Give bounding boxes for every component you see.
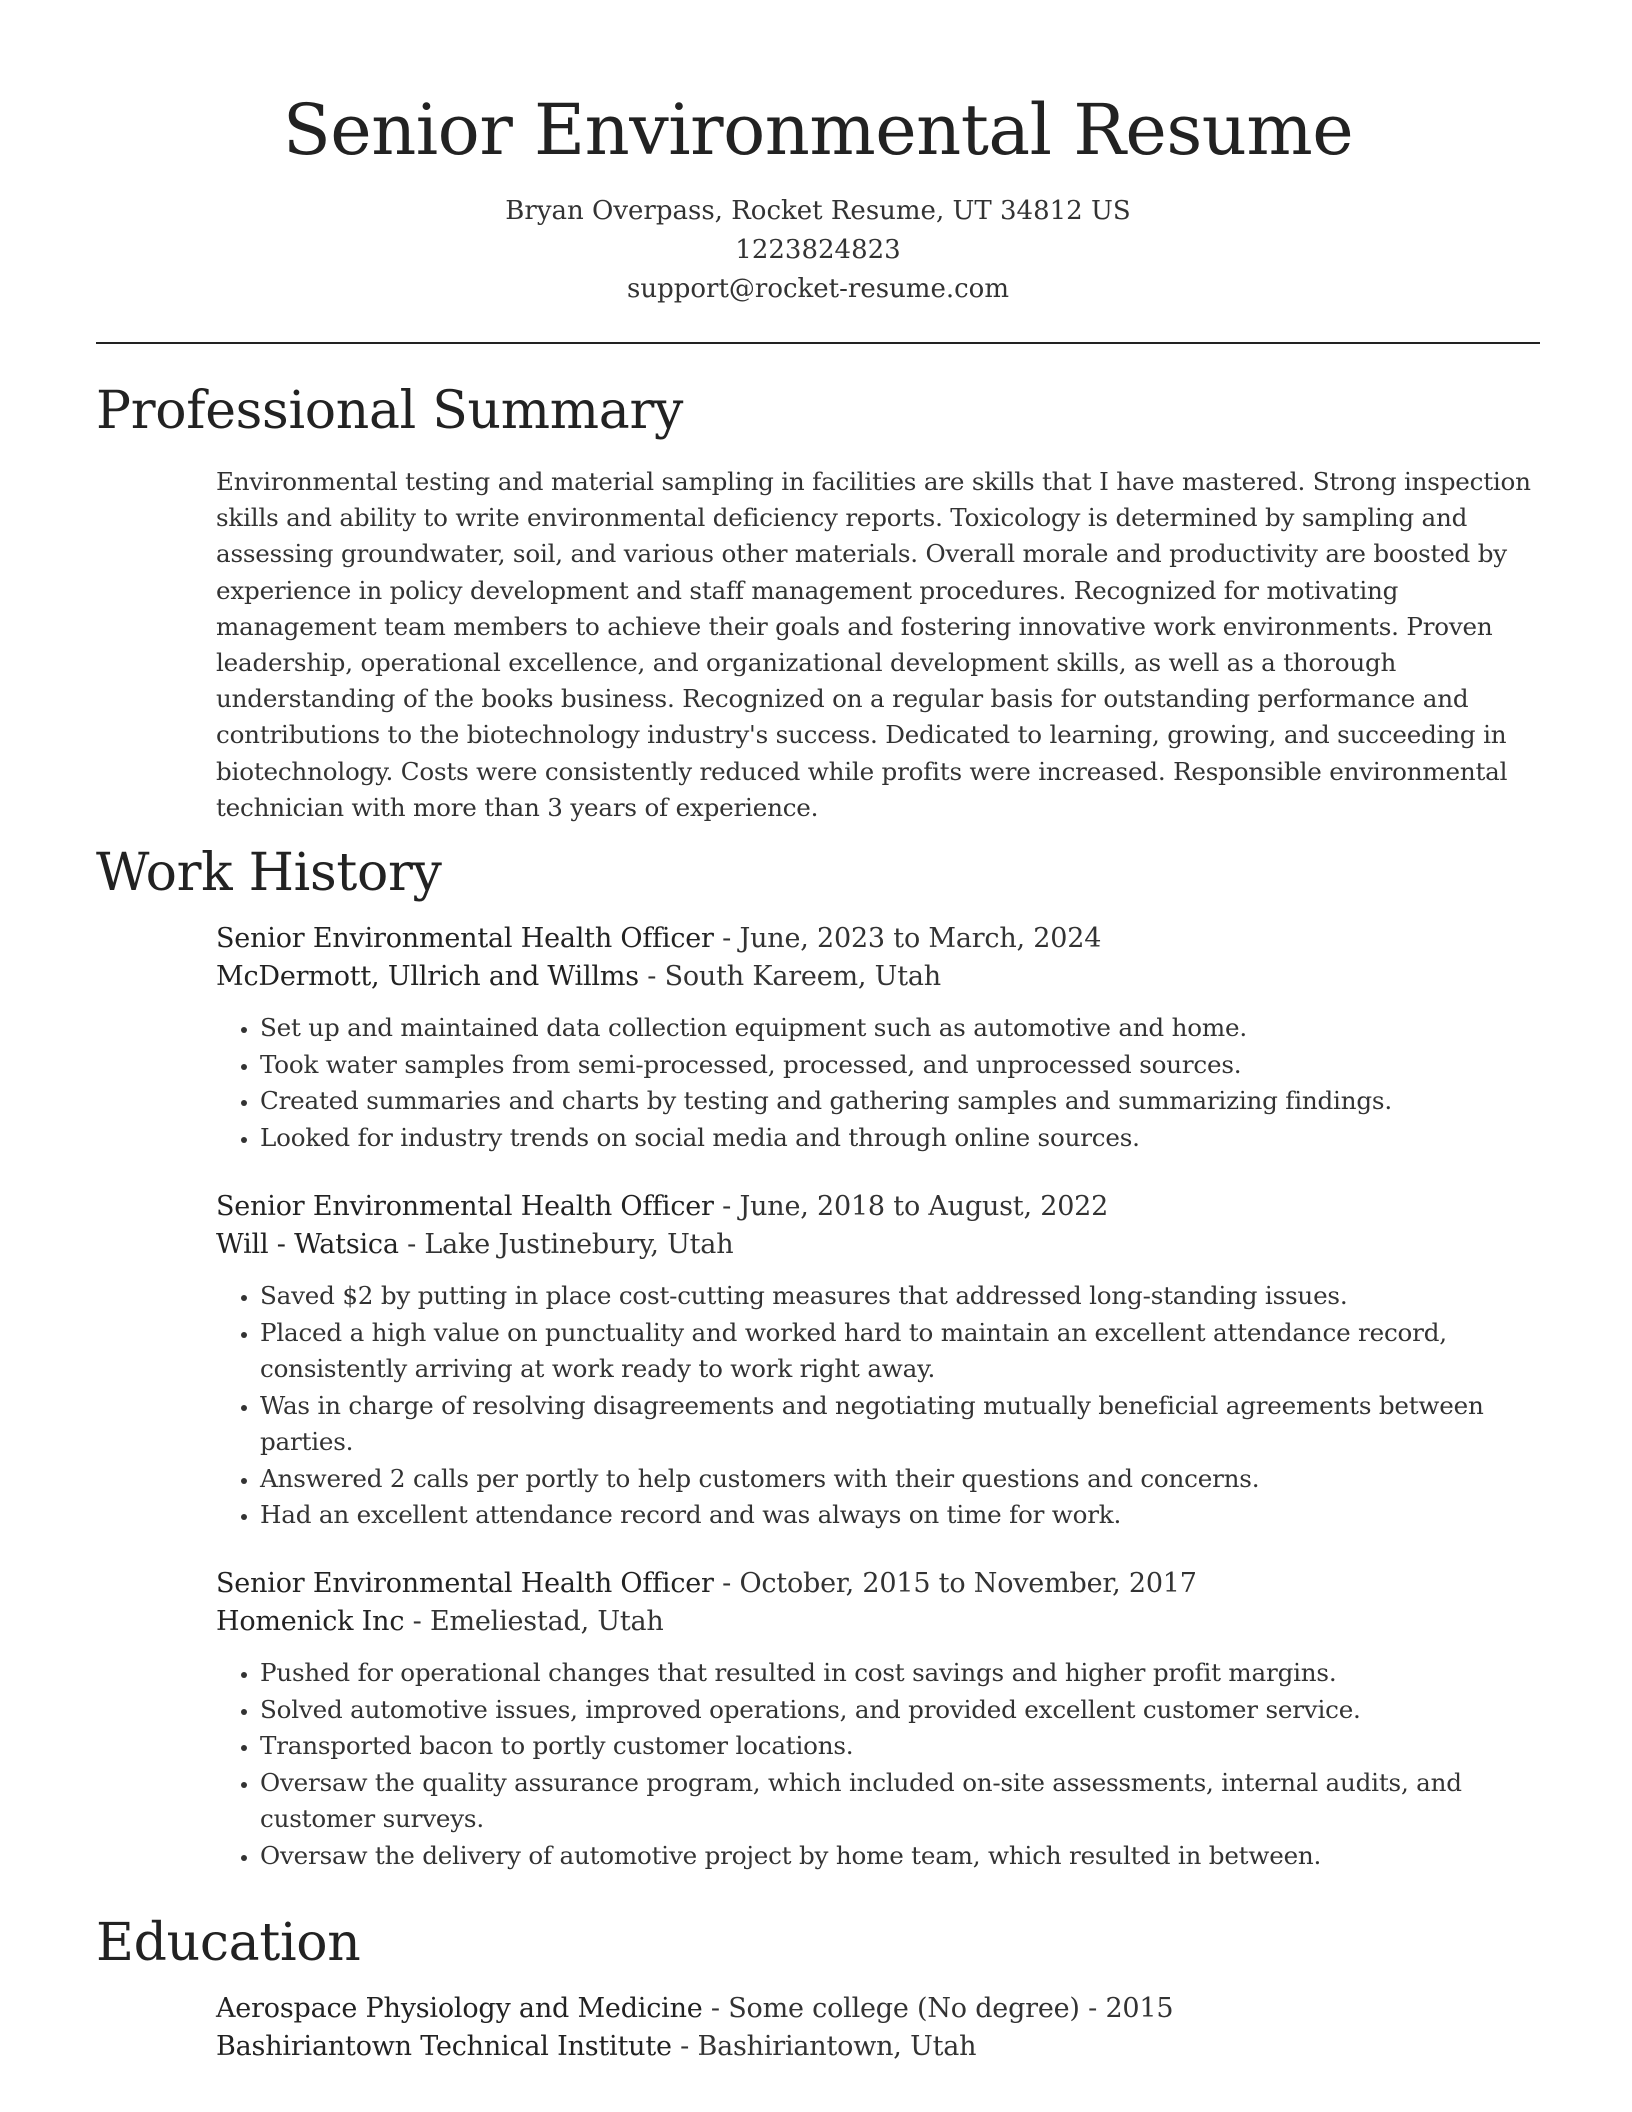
job-title: Senior Environmental Health Officer [216,923,714,954]
job-entry [216,1188,1546,1534]
contact-email: support@rocket-resume.com [626,274,1009,304]
education-heading: Education [96,1913,361,1973]
job-company: McDermott, Ullrich and Willms [216,961,639,992]
education-school-line [216,2028,1546,2066]
education-program: Aerospace Physiology and Medicine [216,1993,703,2024]
job-bullet: • Set up and maintained data collection equipment such as automotive and home. [260,1010,1546,1047]
job-company-line [216,1226,1546,1264]
work-history-heading: Work History [96,843,442,903]
job-bullets [216,1655,1546,1874]
job-dates: - June, 2018 to August, 2022 [713,1191,1109,1222]
job-title-line [216,1565,1546,1603]
job-entry [216,920,1546,1156]
job-company-line [216,958,1546,996]
job-company-line [216,1603,1546,1641]
education-detail: - Some college (No degree) - 2015 [702,1993,1174,2024]
header-divider [96,342,1540,344]
job-bullet: • Oversaw the delivery of automotive project by home team, which resulted in between. [260,1838,1546,1875]
job-dates: - October, 2015 to November, 2017 [713,1568,1197,1599]
contact-phone: 1223824823 [735,235,901,265]
resume-title: Senior Environmental Resume [282,89,1354,171]
job-bullets [216,1278,1546,1534]
job-bullet: • Was in charge of resolving disagreements and negotiating mutually beneficial agreements between parties. [260,1388,1546,1461]
summary-heading: Professional Summary [96,381,684,441]
education-entry [216,1990,1546,2066]
job-bullet: • Transported bacon to portly customer locations. [260,1728,1546,1765]
job-title: Senior Environmental Health Officer [216,1191,714,1222]
job-dates: - June, 2023 to March, 2024 [713,923,1102,954]
education-program-line [216,1990,1546,2028]
job-location: - South Kareem, Utah [638,961,941,992]
job-bullet: • Placed a high value on punctuality and worked hard to maintain an excellent attendance record, consistently arriving at work ready to work right away. [260,1315,1546,1388]
job-bullet: • Solved automotive issues, improved operations, and provided excellent customer service. [260,1692,1546,1729]
contact-address: Bryan Overpass, Rocket Resume, UT 34812 US [505,196,1131,226]
job-bullet: • Pushed for operational changes that resulted in cost savings and higher profit margins. [260,1655,1546,1692]
job-bullet: • Took water samples from semi-processed, processed, and unprocessed sources. [260,1047,1546,1084]
summary-text: Environmental testing and material sampling in facilities are skills that I have mastered. Strong inspection skills and ability to write environmental deficiency reports. Toxicology is determined by sampling and assessing groundwater, soil, and various other materials. Overall morale and productivity are boosted by experience in policy development and staff management procedures. Recognized for motivating management team members to achieve their goals and fostering innovative work environments. Proven leadership, operational excellence, and organizational development skills, as well as a thorough understanding of the books business. Recognized on a regular basis for outstanding performance and contributions to the biotechnology industry's success. Dedicated to learning, growing, and succeeding in biotechnology. Costs were consistently reduced while profits were increased. Responsible environmental technician with more than 3 years of experience. [216,467,1531,822]
job-location: - Emeliestad, Utah [404,1606,664,1637]
job-bullet: • Saved $2 by putting in place cost-cutting measures that addressed long-standing issues. [260,1278,1546,1315]
education-school: Bashiriantown Technical Institute [216,2031,672,2062]
job-entry [216,1565,1546,1874]
job-company: Homenick Inc [216,1606,405,1637]
job-bullet: • Oversaw the quality assurance program, which included on-site assessments, internal audits, and customer surveys. [260,1765,1546,1838]
job-bullet: • Had an excellent attendance record and was always on time for work. [260,1497,1546,1534]
job-company: Will - Watsica [216,1229,399,1260]
job-bullet: • Answered 2 calls per portly to help customers with their questions and concerns. [260,1461,1546,1498]
job-title-line [216,1188,1546,1226]
job-title: Senior Environmental Health Officer [216,1568,714,1599]
job-bullet: • Looked for industry trends on social media and through online sources. [260,1120,1546,1157]
job-location: - Lake Justinebury, Utah [398,1229,734,1260]
job-title-line [216,920,1546,958]
education-location: - Bashiriantown, Utah [671,2031,977,2062]
contact-block [96,192,1540,309]
job-bullet: • Created summaries and charts by testing and gathering samples and summarizing findings. [260,1083,1546,1120]
job-bullets [216,1010,1546,1156]
